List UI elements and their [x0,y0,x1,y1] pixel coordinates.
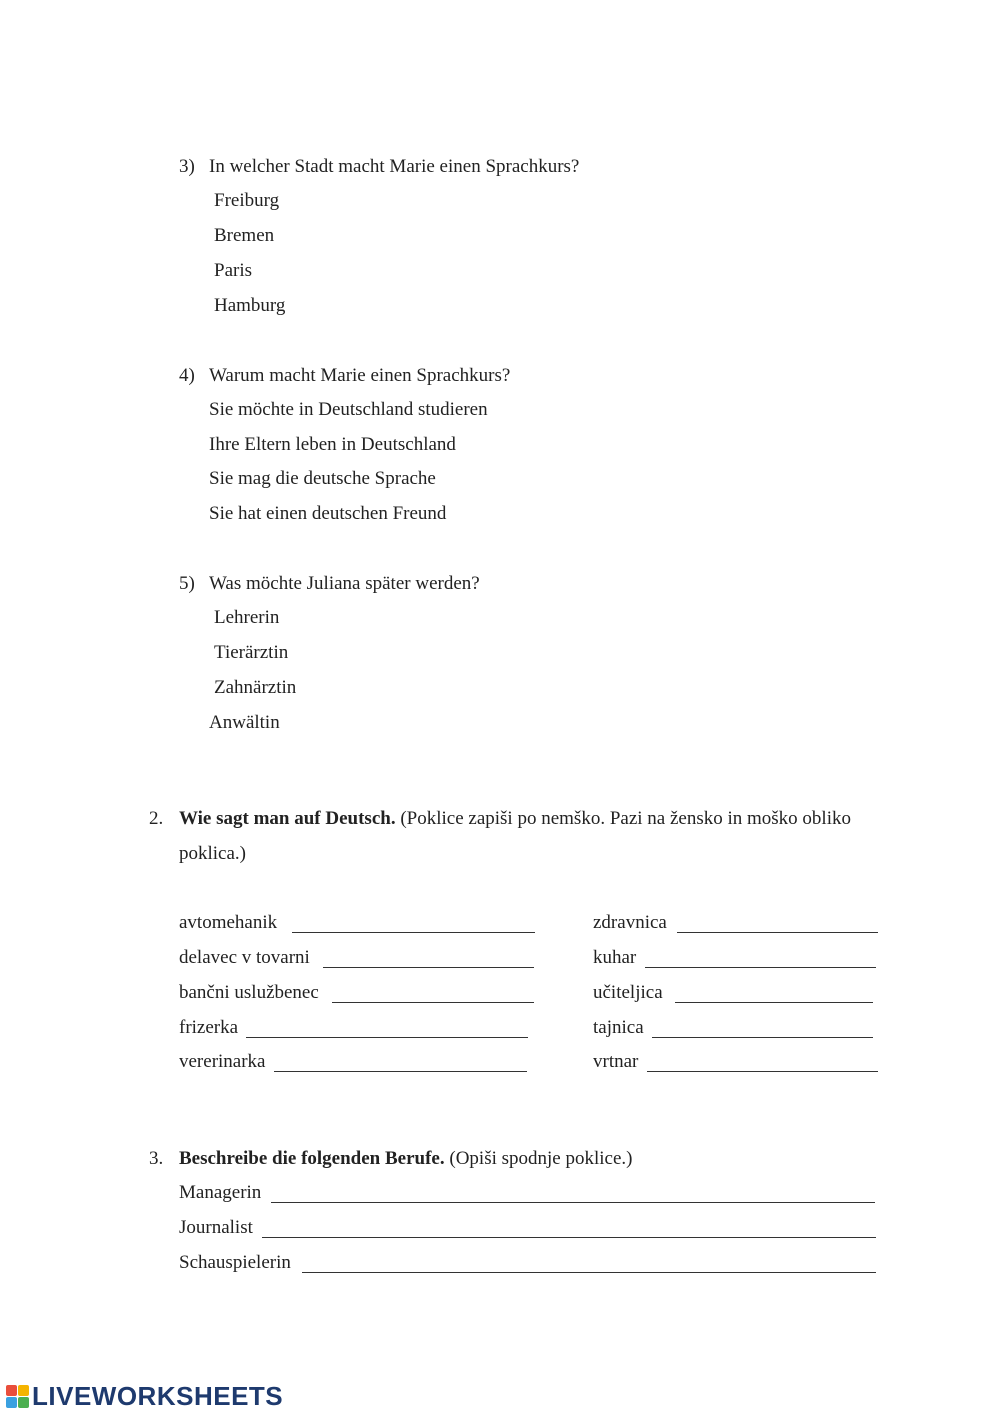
description-label: Journalist [179,1217,253,1238]
description-label: Managerin [179,1182,262,1203]
question-4-option[interactable]: Sie hat einen deutschen Freund [209,503,447,524]
question-3-option[interactable]: Hamburg [214,295,286,316]
answer-line[interactable] [652,1037,873,1038]
answer-line[interactable] [675,1002,873,1003]
translation-label: avtomehanik [179,912,278,933]
exercise-2-title: Wie sagt man auf Deutsch. [179,808,396,829]
answer-line[interactable] [302,1272,876,1273]
answer-line[interactable] [647,1071,878,1072]
logo-icon [6,1385,29,1408]
answer-line[interactable] [274,1071,527,1072]
translation-label: učiteljica [593,982,663,1003]
question-3-text: In welcher Stadt macht Marie einen Sprachkurs? [209,156,580,177]
question-4-option[interactable]: Sie möchte in Deutschland studieren [209,399,488,420]
answer-line[interactable] [323,967,534,968]
question-5-option[interactable]: Tierärztin [214,642,289,663]
exercise-3-title: Beschreibe die folgenden Berufe. [179,1148,445,1169]
translation-label: zdravnica [593,912,667,933]
answer-line[interactable] [292,932,535,933]
answer-line[interactable] [677,932,878,933]
answer-line[interactable] [271,1202,875,1203]
translation-label: bančni uslužbenec [179,982,319,1003]
question-3-number: 3) [179,156,195,177]
exercise-3-instruction: (Opiši spodnje poklice.) [449,1148,633,1169]
exercise-2-number: 2. [149,808,164,829]
question-5-text: Was möchte Juliana später werden? [209,573,480,594]
question-5-number: 5) [179,573,195,594]
logo-text: LIVEWORKSHEETS [32,1381,284,1411]
answer-line[interactable] [645,967,876,968]
exercise-2-instruction-cont: poklica.) [179,843,247,864]
answer-line[interactable] [246,1037,528,1038]
question-4-option[interactable]: Sie mag die deutsche Sprache [209,468,436,489]
exercise-3-number: 3. [149,1148,164,1169]
translation-label: kuhar [593,947,637,968]
question-3-option[interactable]: Paris [214,260,252,281]
translation-label: delavec v tovarni [179,947,310,968]
question-5-option[interactable]: Zahnärztin [214,677,297,698]
question-4-number: 4) [179,365,195,386]
answer-line[interactable] [332,1002,534,1003]
exercise-3-heading [179,1149,632,1168]
question-3-option[interactable]: Bremen [214,225,275,246]
question-4-text: Warum macht Marie einen Sprachkurs? [209,365,511,386]
translation-label: vererinarka [179,1051,266,1072]
question-4-option[interactable]: Ihre Eltern leben in Deutschland [209,434,456,455]
question-5-option[interactable]: Anwältin [209,712,280,733]
description-label: Schauspielerin [179,1252,291,1273]
exercise-2-heading [179,809,851,828]
liveworksheets-logo [6,1383,283,1409]
translation-label: vrtnar [593,1051,639,1072]
question-3-option[interactable]: Freiburg [214,190,280,211]
question-5-option[interactable]: Lehrerin [214,607,280,628]
translation-label: tajnica [593,1017,644,1038]
exercise-2-instruction: (Poklice zapiši po nemško. Pazi na žensko in moško obliko [400,808,851,829]
translation-label: frizerka [179,1017,239,1038]
answer-line[interactable] [262,1237,876,1238]
